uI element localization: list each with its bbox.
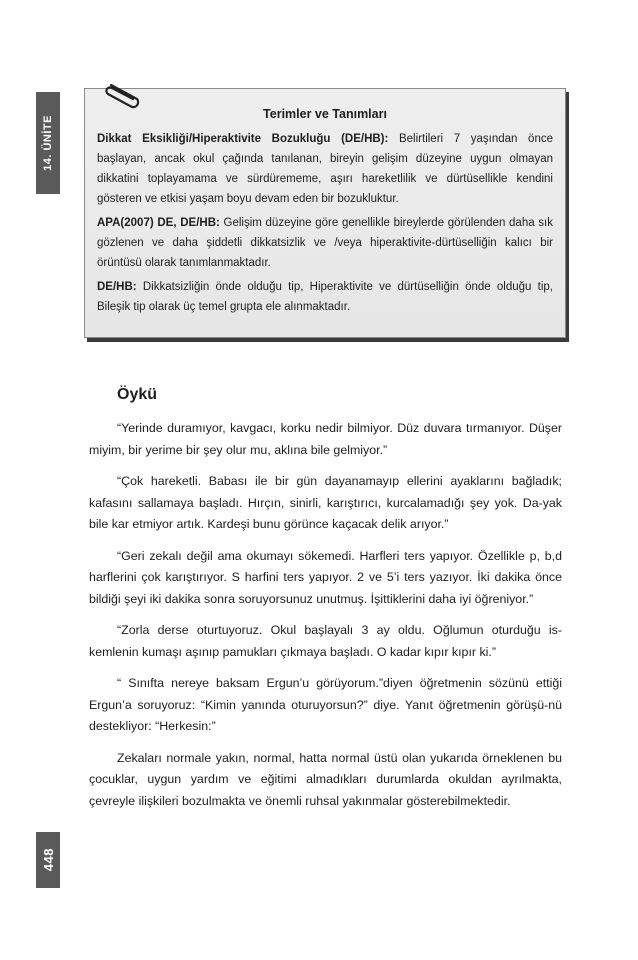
- unit-tab: [36, 92, 60, 194]
- term-text: Dikkatsizliğin önde olduğu tip, Hiperaktivite ve dürtüselliğin önde olduğu tip, Bileşik tip olarak üç temel grupta ele alınmaktadır.: [97, 281, 553, 313]
- terms-box: [84, 88, 566, 338]
- term-text: Belirtileri 7 yaşından önce başlayan, ancak okul çağında tanılanan, bireyin gelişim düzeyine uygun olmayan dikkatini toplayamama ve sürdürememe, aşırı hareketlilik ve dürtüsellikle kendini gösteren ve etkisi yaşam boyu devam eden bir bozukluktur.: [97, 133, 553, 205]
- unit-label: 14. ÜNİTE: [42, 115, 54, 171]
- page-number-tab: [36, 832, 60, 888]
- paperclip-icon: [103, 79, 145, 109]
- story-section: [89, 386, 562, 822]
- term-name: Dikkat Eksikliği/Hiperaktivite Bozukluğu (DE/HB):: [97, 133, 389, 145]
- terms-title: Terimler ve Tanımları: [263, 107, 387, 121]
- story-paragraph: “Geri zekalı değil ama okumayı sökemedi. Harfleri ters yapıyor. Özellikle p, b,d harflerini çok karıştırıyor. S harfini ters yapıyor. 2 ve 5’i ters yazıyor. İki dakika önce bildiği şeyi iki dakika sonra soruyorsunuz unutmuş. İşittiklerini daha iyi öğreniyor.”: [89, 548, 562, 606]
- term-name: APA(2007) DE, DE/HB:: [97, 217, 220, 229]
- story-heading: Öykü: [117, 386, 158, 403]
- page-number: 448: [40, 848, 56, 872]
- story-paragraph: “Zorla derse oturtuyoruz. Okul başlayalı 3 ay oldu. Oğlumun oturduğu is-kemlenin kumaşı aşınıp pamukları çıkmaya başladı. O kadar kıpır kıpır ki.”: [89, 623, 562, 659]
- term-text: Gelişim düzeyine göre genellikle bireylerde görülenden daha sık gözlenen ve daha şiddetli dikkatsizlik ve /veya hiperaktivite-dürtüselliğin kalıcı bir örüntüsü olarak tanımlanmaktadır.: [97, 217, 553, 269]
- term-definition: [97, 277, 553, 317]
- story-paragraph: “ Sınıfta nereye baksam Ergun’u görüyorum.”diyen öğretmenin sözünü ettiği Ergun’a soruyoruz: “Kimin yanında oturuyorsun?” diye. Yanıt öğretmenin görüşü-nü destekliyor: “Herkesin:”: [89, 676, 562, 733]
- story-paragraph: Zekaları normale yakın, normal, hatta normal üstü olan yukarıda örneklenen bu çocuklar, uygun yardım ve eğitimi almadıkları durumlarda okuldan ayrılmakta, çevreyle ilişkileri bozulmakta ve önemli ruhsal yakınmalar gösterebilmektedir.: [89, 750, 562, 808]
- story-paragraph: “Çok hareketli. Babası ile bir gün dayanamayıp ellerini ayaklarını bağladık; kafasını sallamaya başladı. Hırçın, sinirli, karıştırıcı, kurcalamadığı şey yok. Da-yak bile kar etmiyor artık. Kardeşi bunu görünce kaçacak delik arıyor.”: [89, 474, 562, 531]
- story-paragraph: “Yerinde duramıyor, kavgacı, korku nedir bilmiyor. Düz duvara tırmanıyor. Düşer miyim, bir yerime bir şey olur mu, aklına bile gelmiyor.”: [89, 421, 562, 457]
- term-definition: [97, 129, 553, 209]
- term-definition: [97, 213, 553, 273]
- term-name: DE/HB:: [97, 281, 137, 293]
